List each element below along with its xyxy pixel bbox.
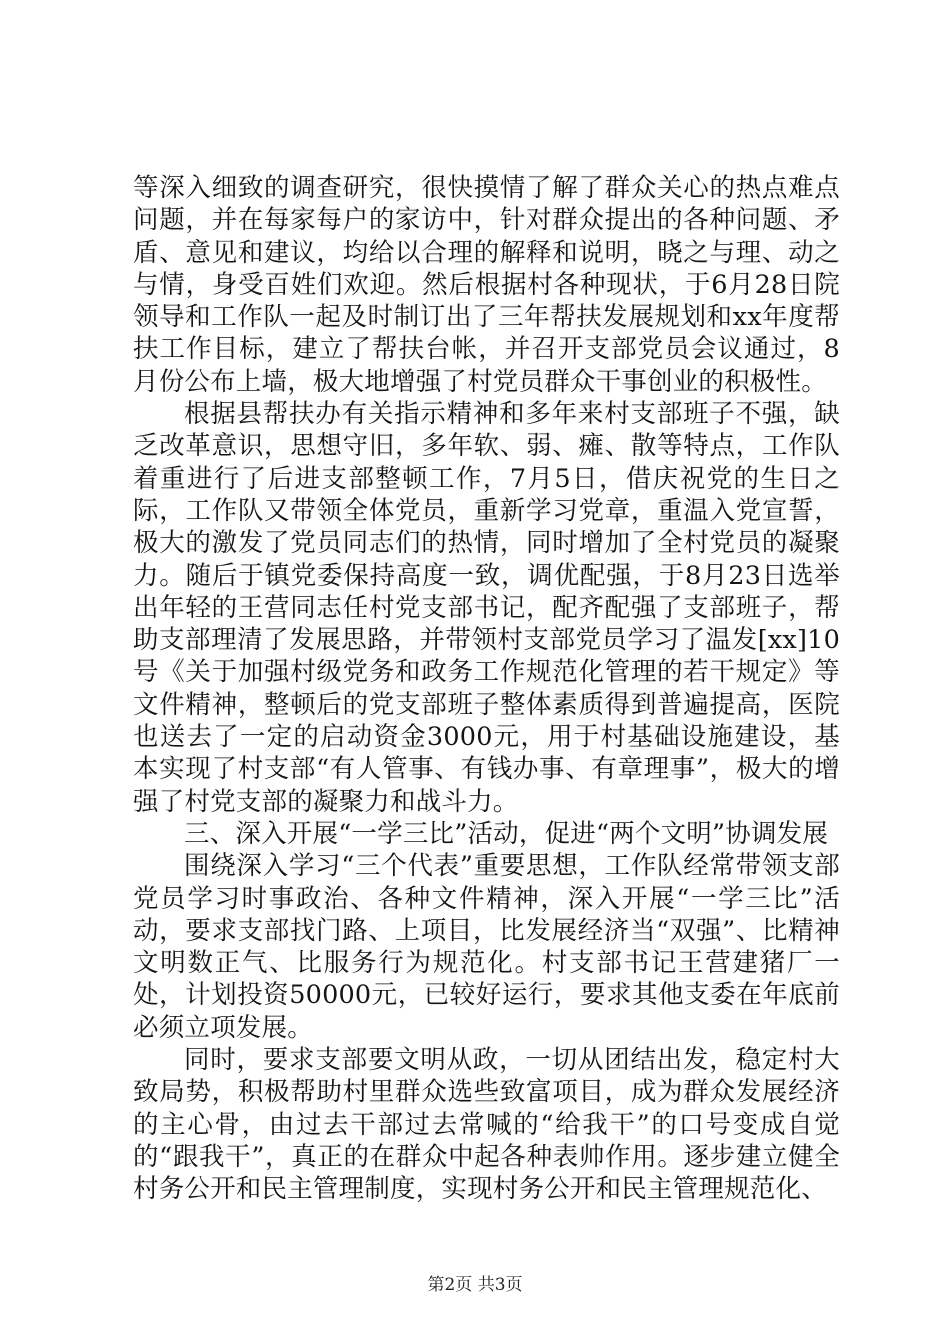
section-heading-three: 三、深入开展“一学三比”活动，促进“两个文明”协调发展 (184, 818, 829, 849)
paragraph-continuation: 等深入细致的调查研究，很快摸情了解了群众关心的热点难点问题，并在每家每户的家访中，针对群众提出的各种问题、矛盾、意见和建议，均给以合理的解释和说明，晓之与理、动之与情，身受百姓们欢迎。然后根据村各种现状，于6月28日院领导和工作队一起及时制订出了三年帮扶发展规划和xx年度帮扶工作目标，建立了帮扶台帐，并召开支部党员会议通过，8月份公布上墙，极大地增强了村党员群众干事创业的积极性。 (133, 173, 840, 397)
page-footer: 第2页 共3页 (427, 1275, 523, 1295)
paragraph-study-activity: 围绕深入学习“三个代表”重要思想，工作队经常带领支部党员学习时事政治、各种文件精神，深入开展“一学三比”活动，要求支部找门路、上项目，比发展经济当“双强”、比精神文明数正气、比服务行为规范化。村支部书记王营建猪厂一处，计划投资50000元，已较好运行，要求其他支委在年底前必须立项发展。 (133, 851, 840, 1043)
paragraph-civilized-governance: 同时，要求支部要文明从政，一切从团结出发，稳定村大致局势，积极帮助村里群众选些致富项目，成为群众发展经济的主心骨，由过去干部过去常喊的“给我干”的口号变成自觉的“跟我干”，真正的在群众中起各种表帅作用。逐步建立健全村务公开和民主管理制度，实现村务公开和民主管理规范化、 (133, 1045, 840, 1205)
paragraph-branch-rectification: 根据县帮扶办有关指示精神和多年来村支部班子不强，缺乏改革意识，思想守旧，多年软、弱、瘫、散等特点，工作队着重进行了后进支部整顿工作，7月5日，借庆祝党的生日之际，工作队又带领全体党员，重新学习党章，重温入党宣誓，极大的激发了党员同志们的热情，同时增加了全村党员的凝聚力。随后于镇党委保持高度一致，调优配强，于8月23日选举出年轻的王营同志任村党支部书记，配齐配强了支部班子，帮助支部理清了发展思路，并带领村支部党员学习了温发[xx]10号《关于加强村级党务和政务工作规范化管理的若干规定》等文件精神，整顿后的党支部班子整体素质得到普遍提高，医院也送去了一定的启动资金3000元，用于村基础设施建设，基本实现了村支部“有人管事、有钱办事、有章理事”，极大的增强了村党支部的凝聚力和战斗力。 (133, 399, 840, 817)
document-body (133, 172, 840, 1206)
